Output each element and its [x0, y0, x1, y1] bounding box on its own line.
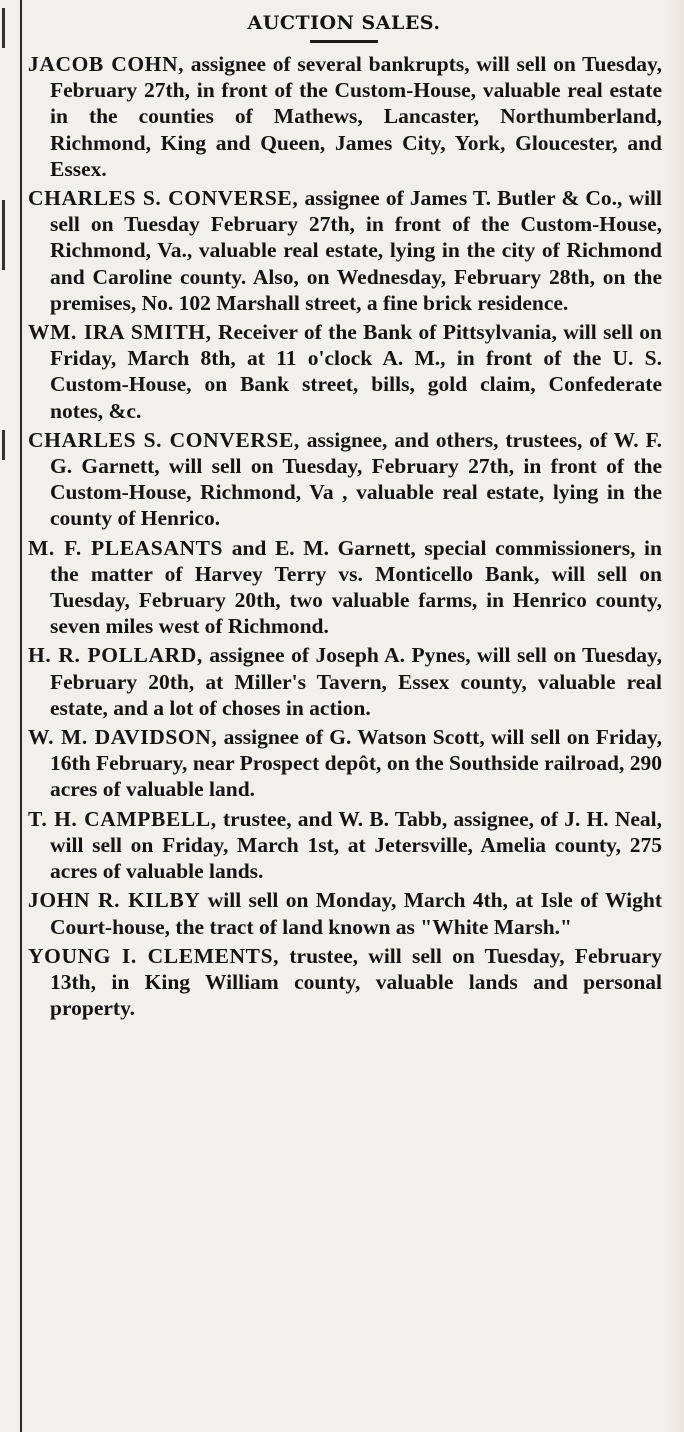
notice-item — [26, 535, 662, 640]
notice-party: JOHN R. KILBY — [28, 888, 201, 913]
section-heading: AUCTION SALES. — [247, 12, 441, 34]
notice-party: CHARLES S. CONVERSE, — [28, 186, 299, 211]
notice-party: M. F. PLEASANTS — [28, 535, 224, 560]
heading-rule — [310, 40, 378, 43]
notice-item — [26, 806, 662, 885]
notice-party: JACOB COHN, — [28, 52, 185, 76]
notice-text: will sell on Monday, March 4th, at Isle of Wight Court-house, the tract of land known as "White Marsh." — [50, 888, 662, 939]
notice-text: Receiver of the Bank of Pittsylvania, will sell on Friday, March 8th, at 11 o'clock A. M., in front of the U. S. Custom-House, on Bank street, bills, gold claim, Confederate notes, &c. — [50, 320, 662, 423]
notice-text: assignee of G. Watson Scott, will sell on Friday, 16th February, near Prospect depôt, on the Southside railroad, 290 acres of valuable land. — [50, 725, 663, 802]
notice-text: assignee of James T. Butler & Co., will sell on Tuesday February 27th, in front of the Custom-House, Richmond, Va., valuable real estate, lying in the city of Richmond and Caroline county. Also, on Wednesday, February 28th, on the premises, No. 102 Marshall street, a fine brick residence. — [50, 186, 662, 315]
left-margin-bleed — [0, 0, 14, 1432]
auction-sales-column — [26, 6, 662, 1024]
notice-party: T. H. CAMPBELL, — [28, 806, 217, 831]
notice-item — [26, 943, 662, 1022]
right-margin-shade — [666, 0, 684, 1432]
notice-text: assignee, and others, trustees, of W. F. G. Garnett, will sell on Tuesday, February 27th, in front of the Custom-House, Richmond, Va , valuable real estate, lying in the county of Henrico. — [50, 427, 662, 531]
notice-item — [26, 642, 662, 721]
notice-party: YOUNG I. CLEMENTS, — [28, 943, 280, 968]
notice-party: CHARLES S. CONVERSE, — [28, 427, 300, 452]
notice-party: WM. IRA SMITH, — [28, 320, 212, 345]
column-rule — [20, 0, 22, 1432]
notice-item — [26, 724, 662, 803]
notice-item — [26, 319, 662, 424]
notice-item — [26, 427, 662, 532]
notice-item — [26, 185, 662, 316]
notice-text: assignee of several bankrupts, will sell on Tuesday, February 27th, in front of the Custom-House, valuable real estate in the counties of Mathews, Lancaster, Northumberland, Richmond, King and Queen, James City, York, Gloucester, and Essex. — [50, 52, 662, 181]
notice-text: assignee of Joseph A. Pynes, will sell on Tuesday, February 20th, at Miller's Tavern, Essex county, valuable real estate, and a lot of choses in action. — [50, 643, 662, 720]
notice-party: H. R. POLLARD, — [28, 643, 203, 668]
notice-text: trustee, will sell on Tuesday, February 13th, in King William county, valuable lands and personal property. — [50, 943, 662, 1021]
notice-item — [26, 887, 662, 939]
notice-text: and E. M. Garnett, special commissioners, in the matter of Harvey Terry vs. Monticello Bank, will sell on Tuesday, February 20th, two valuable farms, in Henrico county, seven miles west of Richmond. — [50, 535, 662, 639]
notice-party: W. M. DAVIDSON, — [28, 725, 218, 750]
notice-text: trustee, and W. B. Tabb, assignee, of J. H. Neal, will sell on Friday, March 1st, at Jetersville, Amelia county, 275 acres of valuable lands. — [50, 806, 662, 884]
notice-item — [26, 51, 662, 182]
